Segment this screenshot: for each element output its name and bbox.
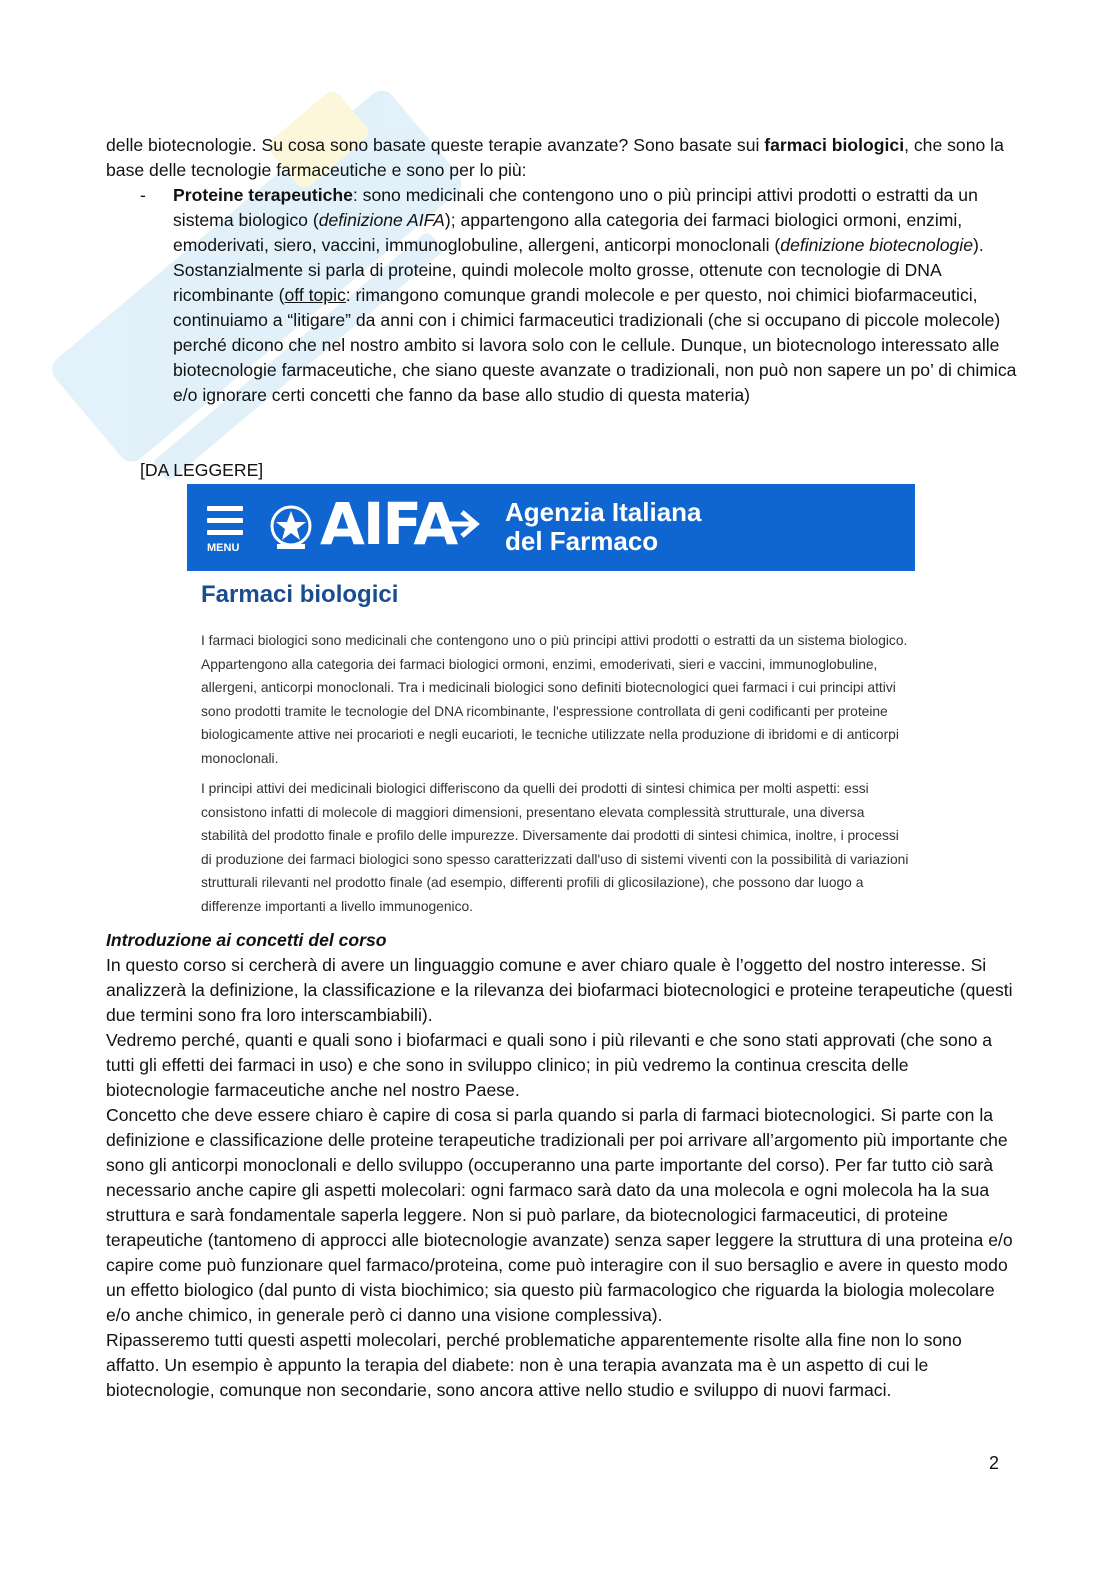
bullet-marker: - — [140, 185, 146, 205]
paragraph: Vedremo perché, quanti e quali sono i biofarmaci e quali sono i più rilevanti e che sono stati approvati (che sono a tutti gli effetti dei farmaci in uso) e che sono in sviluppo clinico; in più vedremo la continua crescita delle biotecnologie farmaceutiche anche nel nostro Paese. — [106, 1030, 993, 1100]
page-number: 2 — [989, 1453, 1000, 1473]
note-label: [DA LEGGERE] — [140, 460, 264, 480]
paragraph: In questo corso si cercherà di avere un linguaggio comune e aver chiaro quale è l’oggetto del nostro interesse. Si analizzerà la definizione, la classificazione e la rilevanza dei biofarmaci biotecnologici e proteine terapeutiche (questi due termini sono fra loro interscambiabili). — [106, 955, 1013, 1025]
intro-paragraph: delle biotecnologie. Su cosa sono basate queste terapie avanzate? Sono basate sui farmaci biologici, che sono la base delle tecnologie farmaceutiche e sono per lo più: — [106, 135, 1004, 180]
paragraph: Concetto che deve essere chiaro è capire di cosa si parla quando si parla di farmaci biotecnologici. Si parte con la definizione e classificazione delle proteine terapeutiche tradizionali per poi arrivare all’argomento più importante che sono gli anticorpi monoclonali e dello sviluppo (occuperanno una parte importante del corso). Per far tutto ciò sarà necessario anche capire gli aspetti molecolari: ogni farmaco sarà dato da una molecola e ogni molecola ha la sua struttura e sarà fondamentale saperla leggere. Non si può parlare, da biotecnologici farmaceutici, di proteine terapeutiche (tantomeno di approcci alle biotecnologie avanzate) senza saper leggere la struttura di una proteina e/o capire come può funzionare quel farmaco/proteina, come può interagire con il suo bersaglio e avere in questo modo un effetto biologico (dal punto di vista biochimico; sia questo più farmacologico che riguarda la biologia molecolare e/o anche chimico, in generale però ci danno una visione complessiva). — [106, 1105, 1013, 1325]
menu-button[interactable]: MENU — [207, 506, 243, 554]
italian-emblem-icon — [269, 502, 313, 552]
aifa-heading: Farmaci biologici — [201, 581, 399, 608]
aifa-logo: AIFA — [320, 490, 457, 558]
section-heading: Introduzione ai concetti del corso — [106, 930, 387, 950]
hamburger-icon — [207, 506, 243, 511]
aifa-header-bar — [187, 484, 915, 571]
list-item: - Proteine terapeutiche: sono medicinali che contengono uno o più principi attivi prodotti o estratti da un sistema biologico (definizione AIFA); appartengono alla categoria dei farmaci biologici ormoni, enzimi, emoderivati, siero, vaccini, immunoglobuline, allergeni, anticorpi monoclonali (definizione biotecnologie). Sostanzialmente si parla di proteine, quindi molecole molto grosse, ottenute con tecnologie di DNA ricombinante (off topic: rimangono comunque grandi molecole e per questo, noi chimici biofarmaceutici, continuiamo a “litigare” da anni con i chimici farmaceutici tradizionali (che si occupano di piccole molecole) perché dicono che nel nostro ambito si lavora solo con le cellule. Dunque, un biotecnologo interessato alle biotecnologie farmaceutiche, che siano queste avanzate o tradizionali, non può non sapere un po’ di chimica e/o ignorare certi concetti che fanno da base allo studio di questa materia) — [140, 185, 1017, 405]
body-text — [106, 953, 1016, 1403]
arrow-icon — [442, 504, 482, 544]
aifa-excerpt — [187, 484, 915, 920]
agency-name: Agenzia Italiana del Farmaco — [505, 497, 702, 556]
aifa-paragraph: I farmaci biologici sono medicinali che contengono uno o più principi attivi prodotti o estratti da un sistema biologico. Appartengono alla categoria dei farmaci biologici ormoni, enzimi, emoderivati, sieri e vaccini, immunoglobuline, allergeni, anticorpi monoclonali. Tra i medicinali biologici sono definiti biotecnologici quei farmaci i cui principi attivi sono prodotti tramite le tecnologie del DNA ricombinante, l'espressione controllata di geni codificanti per proteine biologicamente attive nei procarioti e negli eucarioti, le tecniche utilizzate nella produzione di ibridomi e di anticorpi monoclonali. — [201, 633, 908, 766]
paragraph: Ripasseremo tutti questi aspetti molecolari, perché problematiche apparentemente risolte alla fine non lo sono affatto. Un esempio è appunto la terapia del diabete: non è una terapia avanzata ma è un aspetto di cui le biotecnologie, comunque non secondarie, sono ancora attive nello studio e sviluppo di nuovi farmaci. — [106, 1330, 962, 1400]
aifa-paragraph: I principi attivi dei medicinali biologici differiscono da quelli dei prodotti di sintesi chimica per molti aspetti: essi consistono infatti di molecole di maggiori dimensioni, presentano elevata complessità strutturale, una diversa stabilità del prodotto finale e profilo delle impurezze. Diversamente dai prodotti di sintesi chimica, inoltre, i processi di produzione dei farmaci biologici sono spesso caratterizzati dall'uso di sistemi viventi con la possibilità di variazioni strutturali rilevanti nel prodotto finale (ad esempio, differenti profili di glicosilazione), che possono dar luogo a differenze importanti a livello immunogenico. — [201, 781, 909, 914]
